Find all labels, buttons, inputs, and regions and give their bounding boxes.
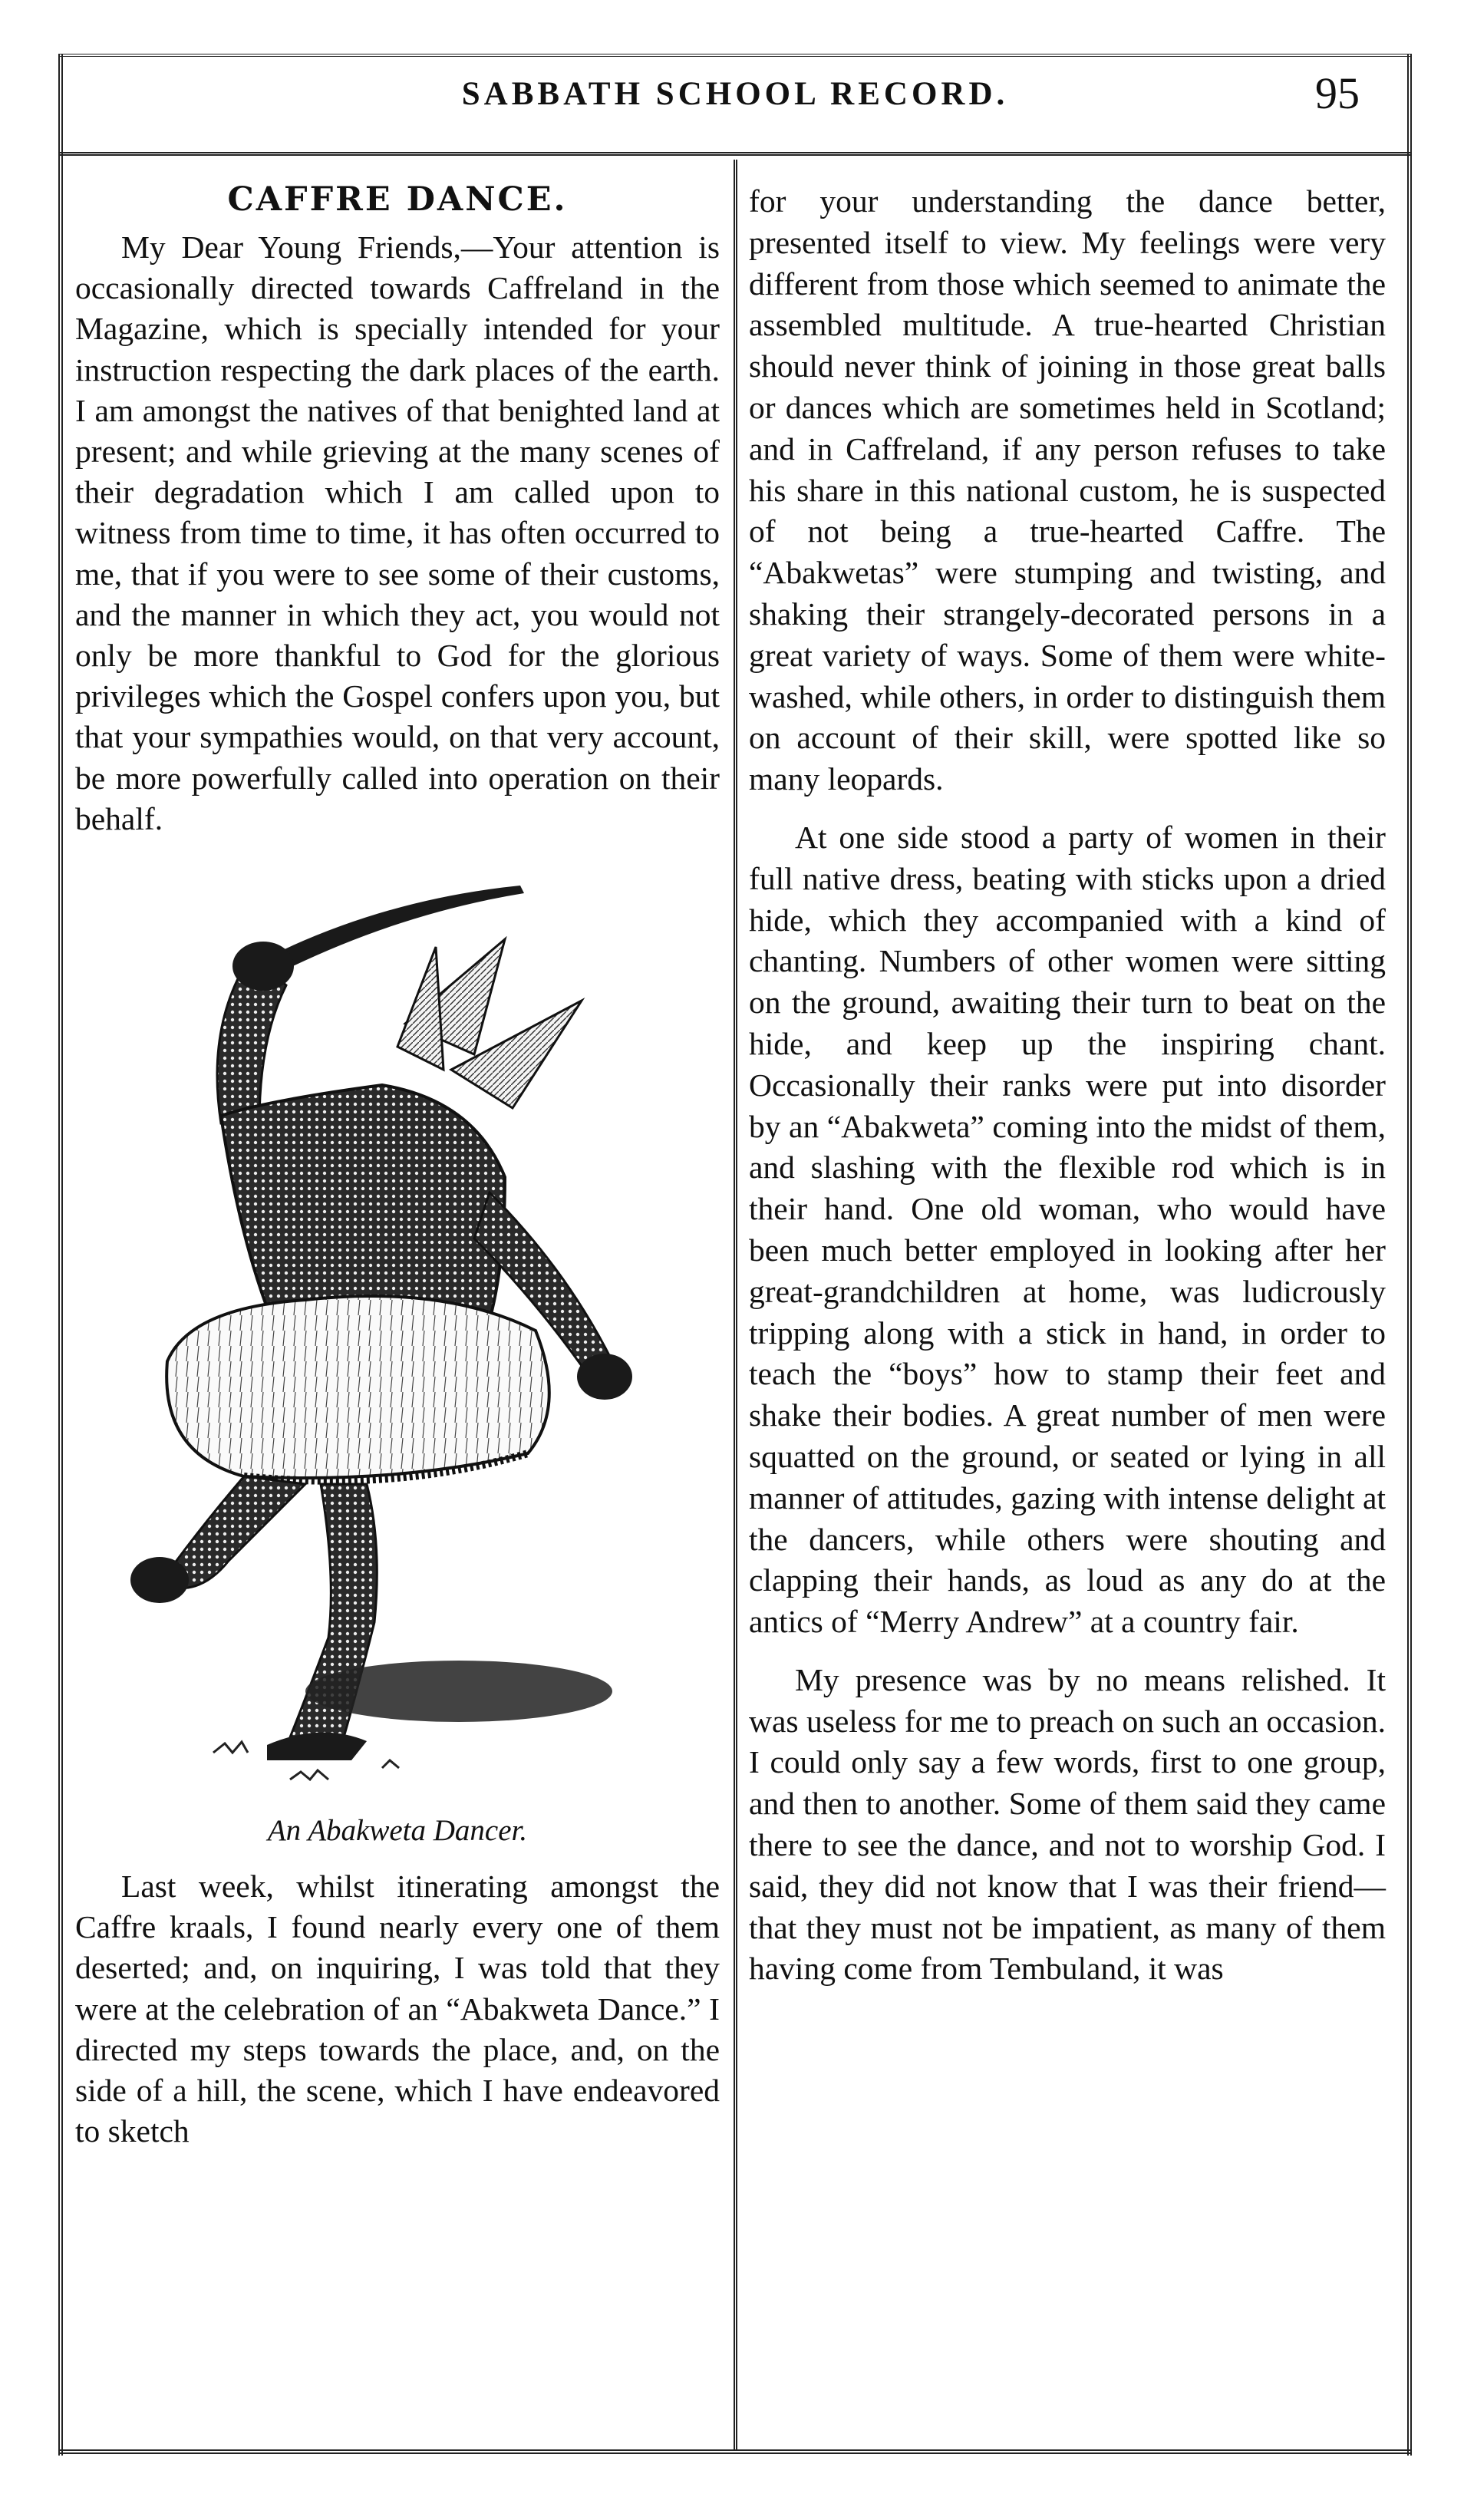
paragraph-2: Last week, whilst itinerating amongst the Caffre kraals, I found nearly every one of them deserted; and, on inquiring, I was told that they were at the celebration of an “Abakweta Dance.” I directed my steps towards the place, and, on the side of a hill, the scene, which I have endeavored to sketch	[75, 1869, 720, 2149]
figure-caption: An Abakweta Dancer.	[267, 1813, 528, 1847]
dancer-engraving	[75, 870, 720, 1852]
column-divider	[734, 160, 737, 2449]
page-number: 95	[1315, 68, 1360, 118]
paragraph-3: At one side stood a party of women in their full native dress, beating with sticks upon a dried hide, which they accompanied with a kind of chanting. Numbers of other women were sitting on the ground, awaiting their turn to beat on the hide, and keep up the inspiring chant. Occasionally their ranks were put into disorder by an “Abakweta” coming into the midst of them, and slashing with the flexible rod which is in their hand. One old woman, who would have been much better employed in looking after her great-grandchildren at home, was ludicrously tripping along with a stick in hand, in order to teach the “boys” how to stamp their feet and shake their bodies. A great number of men were squatted on the ground, or seated or lying in all manner of attitudes, gazing with intense delight at the dancers, while others were shouting and clapping their hands, as loud as any do at the antics of “Merry Andrew” at a country fair.	[749, 819, 1386, 1640]
figure-abakweta-dancer	[75, 870, 720, 1852]
left-column	[75, 176, 720, 2152]
right-column	[749, 181, 1386, 1990]
running-title: SABBATH SCHOOL RECORD.	[461, 76, 1009, 112]
paragraph-1: My Dear Young Friends,—Your attention is occasionally directed towards Caffreland in the Magazine, which is specially intended for your instruction respecting the dark places of the earth. I am amongst the natives of that benighted land at present; and while grieving at the many scenes of their degradation which I am called upon to witness from time to time, it has often occurred to me, that if you were to see some of their customs, and the manner in which they act, you would not only be more thankful to God for the glorious privileges which the Gospel confers upon you, but that your sympathies would, on that very account, be more powerfully called into operation on their behalf.	[75, 229, 720, 836]
paragraph-4: My presence was by no means relished. It was useless for me to preach on such an occasion. I could only say a few words, first to one group, and then to another. Some of them said they came there to see the dance, and not to worship God. I said, they did not know that I was their friend—that they must not be impatient, as many of them having come from Tembuland, it was	[749, 1661, 1386, 1987]
page-header	[69, 68, 1401, 144]
article-title: CAFFRE DANCE.	[227, 180, 568, 219]
paragraph-2-continued: for your understanding the dance better, presented itself to view. My feelings were very different from those which seemed to animate the assembled multitude. A true-hearted Christian should never think of joining in those great balls or dances which are sometimes held in Scotland; and in Caffreland, if any person refuses to take his share in this national custom, he is suspected of not being a true-hearted Caffre. The “Abakwetas” were stumping and twisting, and shaking their strangely-decorated persons in a great variety of ways. Some of them were white-washed, while others, in order to distinguish them on account of their skill, were spotted like so many leopards.	[749, 183, 1386, 797]
header-rule	[58, 152, 1412, 156]
bottom-border-rule	[58, 2449, 1412, 2454]
